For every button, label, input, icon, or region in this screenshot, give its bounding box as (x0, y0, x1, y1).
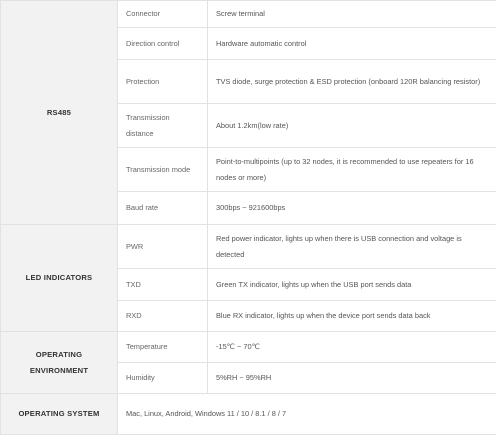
param-connector: Connector (118, 1, 208, 28)
group-label-rs485: RS485 (1, 1, 118, 225)
group-label-operating-system: OPERATING SYSTEM (1, 394, 118, 435)
value-pwr: Red power indicator, lights up when there is USB connection and voltage is detected (208, 225, 496, 269)
value-transmission-mode: Point-to-multipoints (up to 32 nodes, it is recommended to use repeaters for 16 nodes or more) (208, 148, 496, 192)
value-baud-rate: 300bps ~ 921600bps (208, 192, 496, 225)
param-baud-rate: Baud rate (118, 192, 208, 225)
value-transmission-distance: About 1.2km(low rate) (208, 104, 496, 148)
param-pwr: PWR (118, 225, 208, 269)
param-protection: Protection (118, 60, 208, 104)
value-protection: TVS diode, surge protection & ESD protection (onboard 120R balancing resistor) (208, 60, 496, 104)
value-humidity: 5%RH ~ 95%RH (208, 363, 496, 394)
value-temperature: -15℃ ~ 70℃ (208, 332, 496, 363)
value-operating-system: Mac, Linux, Android, Windows 11 / 10 / 8.1 / 8 / 7 (118, 394, 496, 435)
group-label-operating-environment: OPERATING ENVIRONMENT (1, 332, 118, 394)
spec-row (1, 225, 496, 269)
param-rxd: RXD (118, 301, 208, 332)
param-direction-control: Direction control (118, 28, 208, 60)
param-humidity: Humidity (118, 363, 208, 394)
param-txd: TXD (118, 269, 208, 301)
spec-row (1, 332, 496, 363)
spec-row (1, 394, 496, 435)
param-transmission-distance: Transmission distance (118, 104, 208, 148)
value-connector: Screw terminal (208, 1, 496, 28)
param-temperature: Temperature (118, 332, 208, 363)
value-txd: Green TX indicator, lights up when the USB port sends data (208, 269, 496, 301)
value-rxd: Blue RX indicator, lights up when the device port sends data back (208, 301, 496, 332)
param-transmission-mode: Transmission mode (118, 148, 208, 192)
value-direction-control: Hardware automatic control (208, 28, 496, 60)
group-label-led-indicators: LED INDICATORS (1, 225, 118, 332)
spec-row (1, 1, 496, 28)
